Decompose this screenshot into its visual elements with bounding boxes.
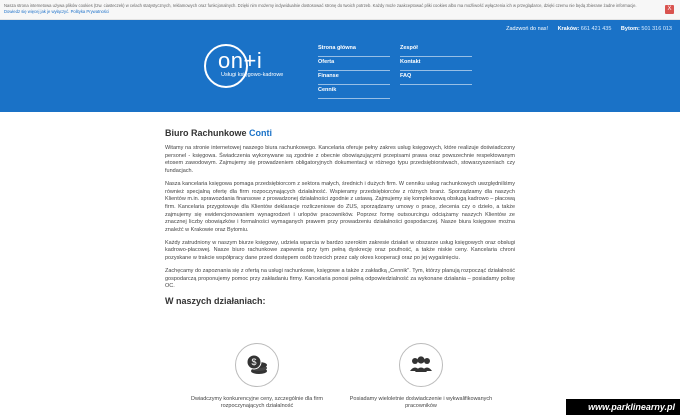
contact-bytom — [621, 26, 672, 32]
svg-text:$: $ — [251, 357, 257, 367]
phone-bytom-link[interactable]: 501 316 013 — [641, 26, 672, 32]
logo-text: on+i — [218, 48, 263, 73]
intro-paragraph-2: Nasza kancelaria księgowa pomaga przedsiębiorcom z sektora małych, średnich i dużych firm. W cenniku usług rachunkowych uwzględniliśmy również specjalną ofertę dla firm rozpoczynających działalność. Wspieramy przedsiębiorców z różnych branż. Sporządzamy dla naszych Klientów m.in. sprawozdania finansowe z prowadzonej działalności zgodnie z ustawą. Zajmujemy się kompleksową obsługą kadrowo – płacową firm. Kancelaria przygotowuje dla Klientów deklaracje rozliczeniowe do ZUS, sporządzamy umowy o pracę, zlecenia czy o dzieło, a także zajmujemy się ewidencjonowaniem wynagrodzeń i urlopów pracowników. Poprzez formę outsourcingu odciążamy naszych Klientów ze znacznej liczby obowiązków i formalności wymaganych prawem przy prowadzeniu działalności gospodarczej. Nasze biura księgowe można znaleźć w Krakowie oraz Bytomiu. — [165, 180, 515, 234]
intro-paragraph-1: Witamy na stronie internetowej naszego biura rachunkowego. Kancelaria oferuje pełny zakres usług księgowych, które realizuje doświadczony personel - księgowa. Świadczenia wykonywane są zgodnie z obecnie obowiązującymi przepisami prawa oraz powszechnie respektowanym etosem zawodowym. Zajmujemy się prowadzeniem obligatoryjnych dokumentacji w różnego typu przedsiębiorstwach, stowarzyszeniach czy fundacjach. — [165, 145, 515, 175]
cookie-message: Nasza strona internetowa używa plików cookies (tzw. ciasteczek) w celach statystycznych, reklamowych oraz funkcjonalnych. Dzięki nim możemy indywidualnie dostosować stronę do twoich potrzeb. Każdy może zaakceptować pliki cookies albo ma możliwość wyłączenia ich w przeglądarce, dzięki czemu nie będą zbierane żadne informacje. — [4, 3, 637, 8]
cookie-text — [4, 3, 644, 15]
contact-bar — [498, 26, 672, 32]
feature-experience — [346, 343, 496, 410]
logo-subtitle: Usługi księgowo-kadrowe — [221, 72, 284, 78]
feature-experience-text: Posiadamy wieloletnie doświadczenie i wykwalifikowanych pracowników — [349, 396, 493, 409]
nav-strona-glowna[interactable]: Strona główna — [318, 44, 390, 57]
header — [0, 20, 680, 112]
nav-faq[interactable]: FAQ — [400, 72, 472, 85]
contact-label: Zadzwoń do nas! — [506, 26, 549, 32]
feature-prices-text: Dwiadczymy konkurencyjne ceny, szczególnie dla firm rozpoczynających działalność — [191, 396, 323, 409]
watermark: www.parklinearny.pl — [566, 399, 680, 415]
nav-oferta[interactable]: Oferta — [318, 58, 390, 71]
intro-paragraph-4: Zachęcamy do zapoznania się z ofertą na usługi rachunkowe, księgowe a także z zakładką „Cennik". Tym, którzy planują rozpocząć działalność gospodarczą proponujemy pomoc przy zakładaniu firmy. Kancelaria ponosi pełną odpowiedzialność za wykonane działania – posiadamy polisę OC. — [165, 267, 515, 290]
contact-city-krakow: Kraków: — [557, 26, 580, 32]
nav-zespol[interactable]: Zespół — [400, 44, 472, 57]
cookie-close-button[interactable]: X — [665, 5, 674, 14]
page-title-accent: Conti — [249, 128, 273, 138]
privacy-policy-link[interactable]: Polityka Prywatności — [70, 9, 109, 14]
users-icon — [399, 343, 443, 387]
nav-finanse[interactable]: Finanse — [318, 72, 390, 85]
main-content — [165, 128, 515, 306]
cookie-more-link[interactable]: Dowiedz się więcej jak je wyłączyć. — [4, 9, 70, 14]
intro-paragraph-3: Każdy zatrudniony w naszym biurze księgowy, udziela wparcia w bardzo szerokim zakresie działań w obszarze usług księgowych oraz obsługi kadrowo-płacowej. Nasze biuro rachunkowe zapewnia przy tym pełną dyskrecję oraz poufność, a także niskie ceny. Kancelaria chroni pozyskane w trakcie współpracy dane przed dostępem osób trzecich przez cały okres kooperacji oraz po jej wygaśnięciu. — [165, 239, 515, 262]
feature-prices — [182, 343, 332, 410]
nav-kontakt[interactable]: Kontakt — [400, 58, 472, 71]
contact-krakow — [558, 26, 613, 32]
section-title: W naszych działaniach: — [165, 295, 266, 306]
coins-icon — [235, 343, 279, 387]
nav-cennik[interactable]: Cennik — [318, 86, 390, 99]
contact-city-bytom: Bytom: — [620, 26, 640, 32]
cookie-banner — [0, 0, 680, 20]
page-title — [165, 128, 515, 138]
logo[interactable] — [204, 44, 302, 90]
page-title-prefix: Biuro Rachunkowe — [165, 128, 247, 138]
phone-krakow-link[interactable]: 661 421 435 — [580, 26, 612, 32]
